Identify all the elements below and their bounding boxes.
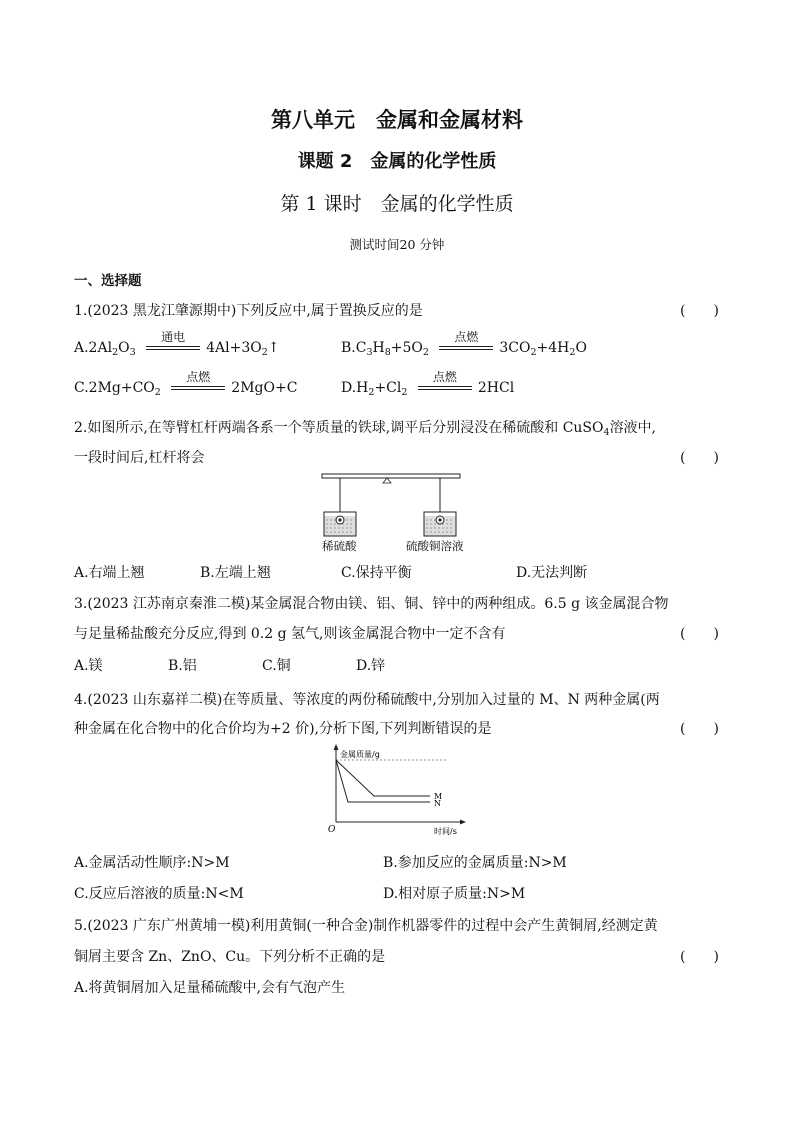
condition-arrow: 通电	[146, 328, 200, 358]
series-label-n: N	[434, 799, 441, 808]
q3-answer-paren: ( )	[680, 626, 719, 642]
q1-option-d: $D.H_2+Cl_2$ 点燃 2HCl	[341, 370, 515, 398]
time-note: 测试时间20 分钟	[349, 237, 445, 252]
curve-m	[336, 760, 430, 796]
q3-stem-line1: 3.(2023 江苏南京秦淮二模)某金属混合物由镁、铝、铜、锌中的两种组成。6.5 g 该金属混合物	[74, 596, 669, 612]
unit-title: 第八单元 金属和金属材料	[271, 108, 523, 132]
q3-option-b: B.铝	[168, 658, 197, 674]
q4-option-d: D.相对原子质量:N>M	[383, 886, 526, 902]
section-title: 一、选择题	[74, 273, 142, 289]
chart-origin: O	[328, 825, 336, 835]
left-beaker	[324, 512, 356, 536]
q5-answer-paren: ( )	[680, 949, 719, 965]
chart-xlabel: 时间/s	[434, 827, 457, 836]
q4-answer-paren: ( )	[680, 721, 719, 737]
q1-option-a: $A.2Al_2O_3$ 通电 $4Al+3O_2↑$	[74, 330, 280, 358]
series-label-m: M	[434, 792, 443, 801]
q5-option-a: A.将黄铜屑加入足量稀硫酸中,会有气泡产生	[74, 980, 346, 996]
q3-option-a: A.镁	[74, 658, 103, 674]
q3-option-c: C.铜	[262, 658, 291, 674]
q4-option-b: B.参加反应的金属质量:N>M	[383, 855, 567, 871]
q1-option-b: $B.C_3H_8+5O_2$ 点燃 $3CO_2+4H_2O$	[341, 330, 587, 358]
lever-beaker-figure	[316, 472, 466, 538]
q3-stem-line2: 与足量稀盐酸充分反应,得到 0.2 g 氢气,则该金属混合物中一定不含有	[74, 626, 506, 642]
q4-stem-line1: 4.(2023 山东嘉祥二模)在等质量、等浓度的两份稀硫酸中,分别加入过量的 M、N 两种金属(两	[74, 692, 660, 708]
chart-ylabel: 金属质量/g	[340, 750, 380, 759]
q4-option-c: C.反应后溶液的质量:N<M	[74, 886, 244, 902]
q2-answer-paren: ( )	[680, 450, 719, 466]
q5-stem-line1: 5.(2023 广东广州黄埔一模)利用黄铜(一种合金)制作机器零件的过程中会产生黄铜屑,经测定黄	[74, 918, 658, 934]
q4-option-a: A.金属活动性顺序:N>M	[74, 855, 230, 871]
q2-option-b: B.左端上翘	[200, 565, 271, 581]
fig-right-label: 硫酸铜溶液	[406, 539, 464, 553]
q2-option-c: C.保持平衡	[341, 565, 412, 581]
q1-answer-paren: ( )	[680, 303, 719, 319]
metal-mass-time-chart	[322, 742, 482, 838]
condition-arrow: 点燃	[171, 368, 225, 398]
q5-stem-line2: 铜屑主要含 Zn、ZnO、Cu。下列分析不正确的是	[74, 949, 386, 965]
q3-option-d: D.锌	[356, 658, 386, 674]
right-beaker	[424, 512, 456, 536]
q1-option-c: $C.2Mg+CO_2$ 点燃 2MgO+C	[74, 370, 298, 398]
q2-option-d: D.无法判断	[516, 565, 588, 581]
q1-stem: 1.(2023 黑龙江肇源期中)下列反应中,属于置换反应的是	[74, 303, 423, 319]
fig-left-label: 稀硫酸	[322, 539, 357, 553]
q2-option-a: A.右端上翘	[74, 565, 145, 581]
class-title: 第 1 课时 金属的化学性质	[280, 193, 514, 215]
q4-stem-line2: 种金属在化合物中的化合价均为+2 价),分析下图,下列判断错误的是	[74, 721, 492, 737]
condition-arrow: 点燃	[418, 368, 472, 398]
q2-stem-line2: 一段时间后,杠杆将会	[74, 450, 205, 466]
condition-arrow: 点燃	[439, 328, 493, 358]
q2-stem-line1: 2.如图所示,在等臂杠杆两端各系一个等质量的铁球,调平后分别浸没在稀硫酸和 CuSO$_4$溶液中,	[74, 420, 657, 438]
lesson-title: 课题 2 金属的化学性质	[297, 151, 497, 172]
